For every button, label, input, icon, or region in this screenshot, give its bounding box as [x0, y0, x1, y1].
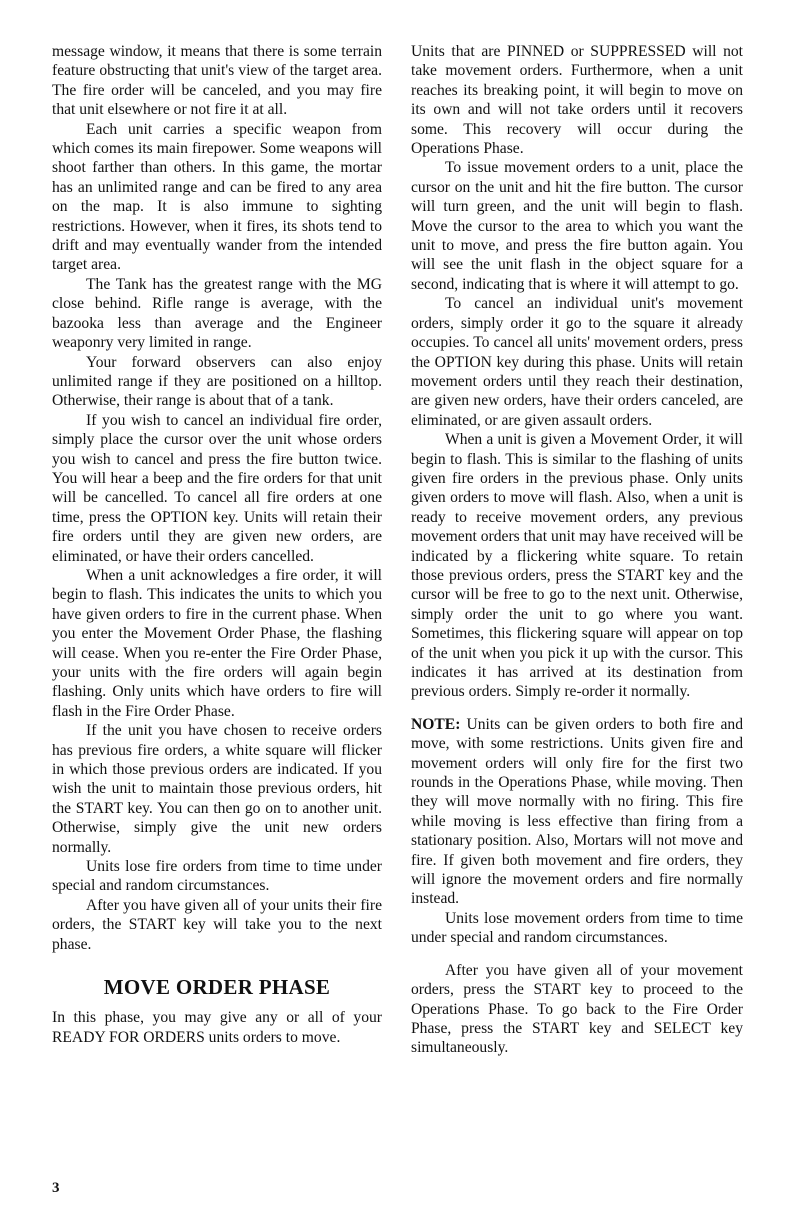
paragraph: After you have given all of your units their fire orders, the START key will take you to the next phase.	[52, 896, 382, 953]
paragraph: Units that are PINNED or SUPPRESSED will not take movement orders. Furthermore, when a unit reaches its breaking point, it will begin to move on its own and will not take orders until it recovers some. This recovery will occur during the Operations Phase.	[411, 43, 743, 158]
paragraph: When a unit acknowledges a fire order, it will begin to flash. This indicates the units to which you have given orders to fire in the current phase. When you enter the Movement Order Phase, the flashing will cease. When you re-enter the Fire Order Phase, your units with the fire orders will again begin flashing. Only units which have orders to fire will flash in the Fire Order Phase.	[52, 566, 382, 720]
paragraph: Units lose movement orders from time to time under special and random circumstances.	[411, 909, 743, 947]
paragraph: In this phase, you may give any or all of your READY FOR ORDERS units orders to move.	[52, 1009, 382, 1046]
paragraph: Each unit carries a specific weapon from which comes its main firepower. Some weapons will shoot farther than others. In this game, the mortar has an unlimited range and can be fired to any area on the map. It is also immune to sighting restrictions. However, when it fires, its shots tend to drift and may eventually wander from the intended target area.	[52, 120, 382, 274]
note-text: Units can be given orders to both fire and move, with some restrictions. Units given fire and movement orders will only fire for the first two rounds in the Operations Phase, while moving. Then they will move normally with no firing. This fire while moving is less effective than firing from a stationary position. Also, Mortars will not move and fire. If given both movement and fire orders, they will ignore the movement orders and fire normally instead.	[411, 715, 743, 908]
paragraph: When a unit is given a Movement Order, it will begin to flash. This is similar to the flashing of units given fire orders in the previous phase. Only units given orders to move will flash. Also, when a unit is ready to receive movement orders, any previous movement orders that unit may have received will be indicated by a flickering white square. To retain those previous orders, press the START key and the cursor will be free to go to the next unit. Otherwise, simply order the unit to go where you want. Sometimes, this flickering square will appear on top of the unit when you pick it up with the cursor. This indicates it has arrived at its destination from previous orders. Simply re-order it normally.	[411, 431, 743, 701]
paragraph: To cancel an individual unit's movement orders, simply order it go to the square it already occupies. To cancel all units' movement orders, press the OPTION key during this phase. Units will retain movement orders until they reach their destination, are given new orders, have their orders canceled, are eliminated, or are given assault orders.	[411, 295, 743, 429]
right-column	[411, 42, 743, 1058]
paragraph: message window, it means that there is some terrain feature obstructing that unit's view of the target area. The fire order will be canceled, and you may fire that unit elsewhere or not fire it at all.	[52, 43, 382, 119]
note-paragraph	[411, 715, 743, 909]
page-number: 3	[52, 1180, 60, 1196]
section-heading: MOVE ORDER PHASE	[103, 975, 331, 1000]
paragraph: Your forward observers can also enjoy unlimited range if they are positioned on a hilltop. Otherwise, their range is about that of a tank.	[52, 353, 382, 410]
paragraph: If the unit you have chosen to receive orders has previous fire orders, a white square will flicker in which those previous orders are indicated. If you wish the unit to maintain those previous orders, hit the START key. You can then go on to another unit. Otherwise, simply give the unit new orders normally.	[52, 722, 382, 856]
paragraph: Units lose fire orders from time to time under special and random circumstances.	[52, 858, 382, 895]
note-label: NOTE:	[411, 715, 461, 733]
paragraph: The Tank has the greatest range with the MG close behind. Rifle range is average, with the bazooka less than average and the Engineer weaponry very limited in range.	[52, 275, 382, 352]
paragraph: If you wish to cancel an individual fire order, simply place the cursor over the unit whose orders you wish to cancel and press the fire button twice. You will hear a beep and the fire orders for that unit will be cancelled. To cancel all fire orders at one time, press the OPTION key. Units will retain their fire orders until they are given new orders, are eliminated, or have their orders cancelled.	[52, 411, 382, 565]
left-column	[52, 42, 382, 1047]
paragraph: After you have given all of your movement orders, press the START key to proceed to the Operations Phase. To go back to the Fire Order Phase, press the START key and SELECT key simultaneously.	[411, 961, 743, 1057]
paragraph: To issue movement orders to a unit, place the cursor on the unit and hit the fire button. The cursor will turn green, and the unit will begin to flash. Move the cursor to the area to which you want the unit to move, and press the fire button again. You will see the unit flash in the object square for a second, indicating that is where it will attempt to go.	[411, 159, 743, 293]
